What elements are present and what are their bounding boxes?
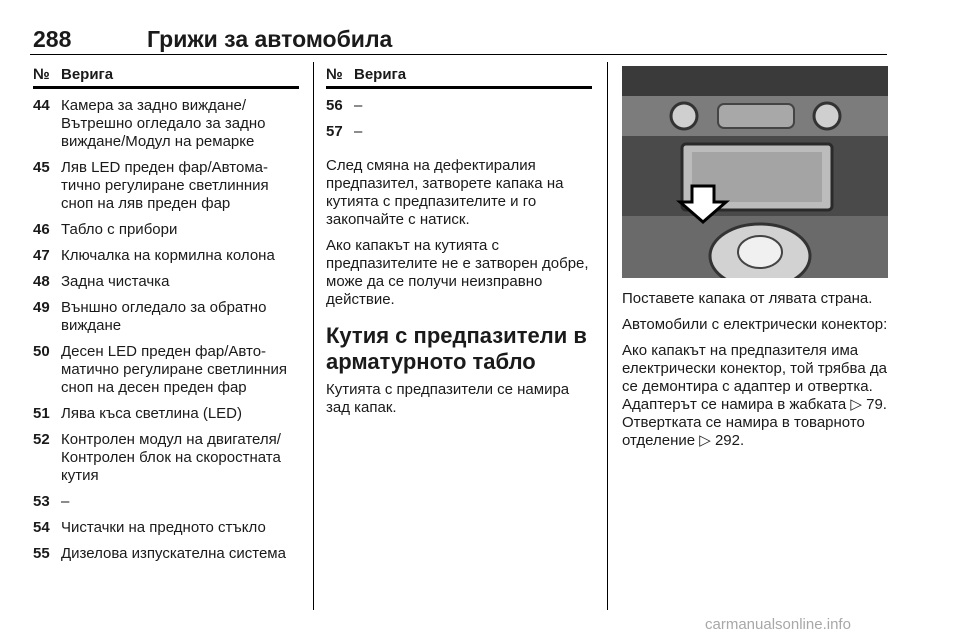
fuse-number: 53 bbox=[33, 493, 50, 510]
middle-column bbox=[326, 62, 592, 417]
paragraph-install-cover: Поставете капака от лявата страна. bbox=[622, 290, 873, 307]
table-row bbox=[326, 97, 592, 115]
circuit-description: – bbox=[61, 493, 70, 510]
fuse-number: 50 bbox=[33, 343, 50, 360]
table-row bbox=[33, 221, 299, 239]
fuse-number: 55 bbox=[33, 545, 50, 562]
paragraph-location: Кутията с предпазители се намира зад капак. bbox=[326, 381, 570, 416]
fuse-number: 48 bbox=[33, 273, 50, 290]
circuit-description: Ключалка на кормилна колона bbox=[61, 247, 275, 264]
table-row bbox=[33, 405, 299, 423]
column-header-no: № bbox=[326, 66, 343, 83]
circuit-description: Ляв LED преден фар/Автоматично регулиране светлинния сноп на ляв преден фар bbox=[61, 159, 269, 212]
circuit-description: Задна чистачка bbox=[61, 273, 170, 290]
fuse-number: 54 bbox=[33, 519, 50, 536]
fuse-number: 49 bbox=[33, 299, 50, 316]
circuit-description: Десен LED преден фар/Автоматично регулиране светлинния сноп на десен преден фар bbox=[61, 343, 288, 396]
table-row bbox=[33, 273, 299, 291]
paragraph-connector: Автомобили с електрически конектор: bbox=[622, 316, 888, 333]
circuit-description: – bbox=[354, 123, 363, 140]
table-row bbox=[33, 343, 299, 397]
table-row bbox=[326, 123, 592, 141]
table-row bbox=[33, 159, 299, 213]
page-header bbox=[30, 24, 887, 55]
table-row bbox=[33, 431, 299, 485]
paragraph-warning: Ако капакът на кутията с предпазителите не е затворен добре, може да се получи неизправно действие. bbox=[326, 237, 589, 308]
circuit-description: Лява къса светлина (LED) bbox=[61, 405, 243, 422]
table-row bbox=[33, 545, 299, 563]
circuit-description: – bbox=[354, 97, 363, 114]
fuse-number: 52 bbox=[33, 431, 50, 448]
circuit-description: Контролен модул на двигателя/Контролен блок на скоростната кутия bbox=[61, 431, 281, 484]
table-row bbox=[33, 247, 299, 265]
fuse-table-left bbox=[33, 62, 299, 563]
fuse-number: 57 bbox=[326, 123, 343, 140]
table-row bbox=[33, 299, 299, 335]
column-divider-2 bbox=[607, 62, 608, 610]
table-row bbox=[33, 493, 299, 511]
fuse-number: 45 bbox=[33, 159, 50, 176]
fuse-number: 46 bbox=[33, 221, 50, 238]
circuit-description: Камера за задно виждане/ Вътрешно огледало за задно виждане/Модул на ремарке bbox=[61, 97, 266, 150]
fuse-number: 56 bbox=[326, 97, 343, 114]
dashboard-fuse-box-photo bbox=[622, 66, 888, 278]
fuse-number: 51 bbox=[33, 405, 50, 422]
paragraph-replace-fuse: След смяна на дефектиралия предпазител, затворете капака на кутията с предпазителите и го закопчайте с натиск. bbox=[326, 157, 564, 228]
circuit-description: Дизелова изпускателна система bbox=[61, 545, 286, 562]
circuit-description: Чистачки на предното стъкло bbox=[61, 519, 266, 536]
fuse-number: 44 bbox=[33, 97, 50, 114]
page-number: 288 bbox=[33, 26, 72, 52]
circuit-description: Външно огледало за обратно виждане bbox=[61, 299, 267, 334]
table-header bbox=[33, 62, 299, 89]
column-divider-1 bbox=[313, 62, 314, 610]
fuse-number: 47 bbox=[33, 247, 50, 264]
section-title: Кутия с предпазители в арматурното табло bbox=[326, 323, 587, 374]
watermark: carmanualsonline.info bbox=[705, 616, 851, 633]
column-header-circuit: Верига bbox=[354, 66, 407, 83]
table-row bbox=[33, 519, 299, 537]
page-title: Грижи за автомобила bbox=[147, 26, 393, 52]
paragraph-adapter: Ако капакът на предпазителя има електрически конектор, той трябва да се демонтира с адаптер и отвертка. Адаптерът се намира в жабката ▷ 79. Отвертката се намира в товарното отделение ▷ 292. bbox=[622, 342, 887, 449]
column-header-circuit: Верига bbox=[61, 66, 114, 83]
table-header bbox=[326, 62, 592, 89]
column-header-no: № bbox=[33, 66, 50, 83]
table-row bbox=[33, 97, 299, 151]
circuit-description: Табло с прибори bbox=[61, 221, 178, 238]
right-column bbox=[622, 66, 888, 450]
